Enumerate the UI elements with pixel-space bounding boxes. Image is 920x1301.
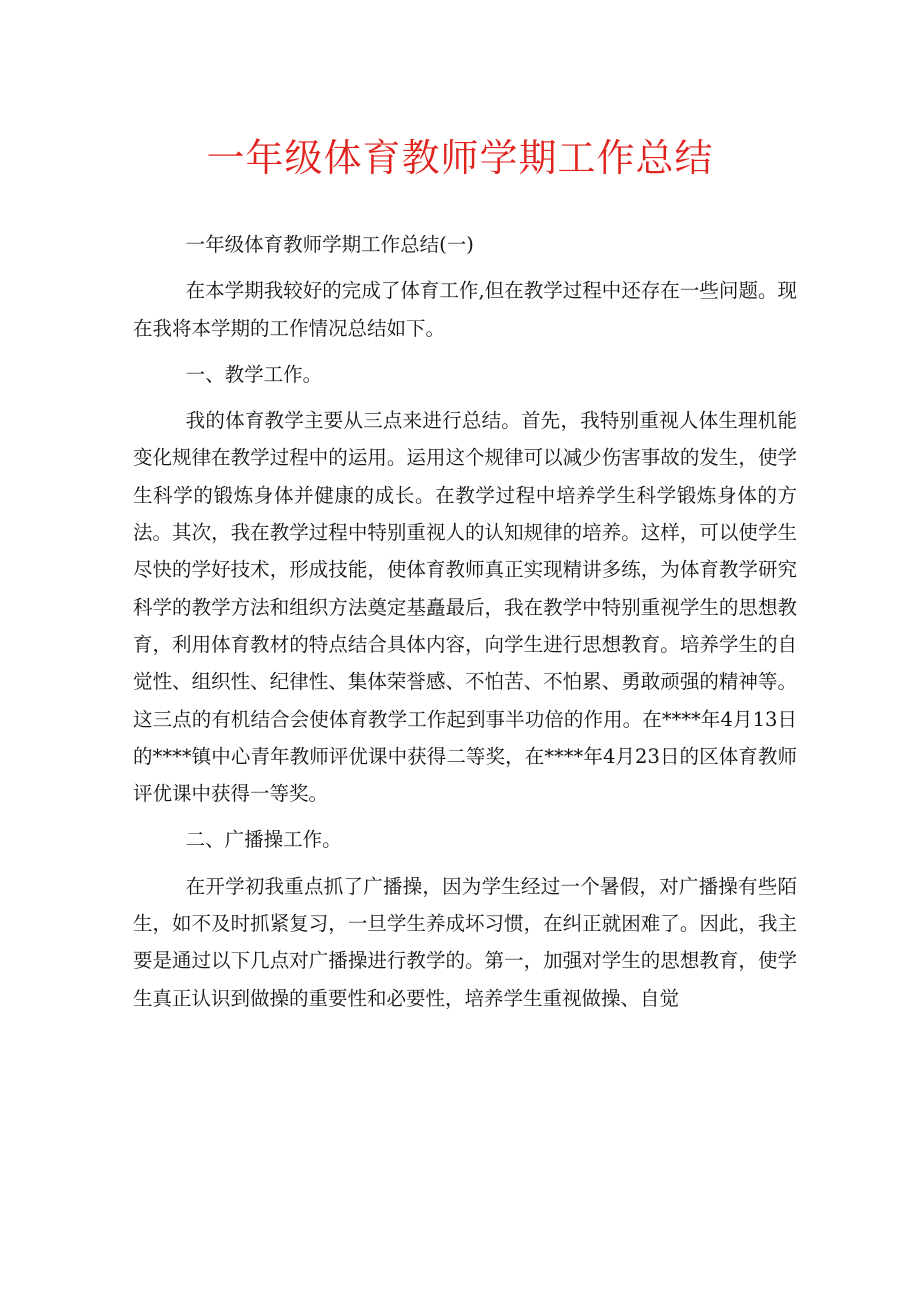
broadcast-exercise-paragraph: 在开学初我重点抓了广播操，因为学生经过一个暑假，对广播操有些陌生，如不及时抓紧复习，一旦学生养成坏习惯，在纠正就困难了。因此，我主要是通过以下几点对广播操进行教学的。第一，加强对学生的思想教育，使学生真正认识到做操的重要性和必要性，培养学生重视做操、自觉 (133, 874, 797, 1010)
section-heading-teaching: 一、教学工作。 (185, 362, 323, 386)
section-heading-broadcast-exercise: 二、广播操工作。 (185, 828, 342, 852)
teaching-paragraph: 我的体育教学主要从三点来进行总结。首先，我特别重视人体生理机能变化规律在教学过程中的运用。运用这个规律可以减少伤害事故的发生，使学生科学的锻炼身体并健康的成长。在教学过程中培养学生科学锻炼身体的方法。其次，我在教学过程中特别重视人的认知规律的培养。这样，可以使学生尽快的学好技术，形成技能，使体育教师真正实现精讲多练，为体育教学研究科学的教学方法和组织方法奠定基矗最后，我在教学中特别重视学生的思想教育，利用体育教材的特点结合具体内容，向学生进行思想教育。培养学生的自觉性、组织性、纪律性、集体荣誉感、不怕苦、不怕累、勇敢顽强的精神等。这三点的有机结合会使体育教学工作起到事半功倍的作用。在****年4月13日的****镇中心青年教师评优课中获得二等奖，在****年4月23日的区体育教师评优课中获得一等奖。 (133, 409, 797, 806)
document-body (133, 226, 797, 1026)
document-title: 一年级体育教师学期工作总结 (206, 136, 714, 180)
subtitle-paragraph: 一年级体育教师学期工作总结(一) (185, 233, 474, 256)
intro-paragraph: 在本学期我较好的完成了体育工作,但在教学过程中还存在一些问题。现在我将本学期的工作情况总结如下。 (133, 279, 797, 340)
